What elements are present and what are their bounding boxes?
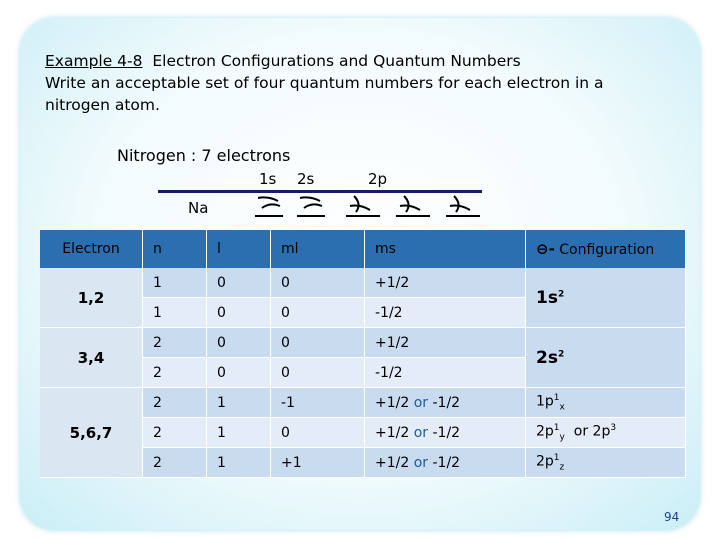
table-header-row — [40, 230, 686, 268]
example-heading: Electron Configurations and Quantum Numbers — [152, 52, 521, 70]
cell-ml: 0 — [271, 268, 365, 298]
orbital-2s-paired-icon — [297, 197, 325, 216]
cell-l: 0 — [207, 268, 271, 298]
example-question-line-1: Write an acceptable set of four quantum numbers for each electron in a — [45, 74, 604, 92]
configuration-2pz — [526, 448, 686, 478]
electron-group: 1,2 — [40, 268, 143, 328]
cell-n: 2 — [143, 358, 207, 388]
config-sup: 1 — [553, 452, 560, 463]
config-sup-total: 3 — [610, 422, 617, 433]
cell-n: 2 — [143, 388, 207, 418]
cell-l: 1 — [207, 388, 271, 418]
ms-value: +1/2 — [375, 424, 410, 441]
cell-l: 1 — [207, 448, 271, 478]
orbital-2p-y-up-icon — [396, 196, 430, 216]
config-sub: y — [559, 432, 565, 443]
config-sup: 2 — [557, 288, 565, 299]
orbital-2p-z-up-icon — [446, 196, 480, 216]
cell-n: 2 — [143, 418, 207, 448]
config-base: 2p — [536, 453, 554, 470]
orbital-box-diagram — [250, 192, 490, 220]
header-ms: ms — [365, 230, 526, 268]
config-base: 1s — [536, 287, 558, 308]
electron-group: 3,4 — [40, 328, 143, 388]
atom-label: Na — [188, 199, 209, 217]
orbital-label-2s: 2s — [297, 170, 315, 188]
electron-group: 5,6,7 — [40, 388, 143, 478]
ms-value: +1/2 — [375, 454, 410, 471]
config-sup: 1 — [553, 392, 560, 403]
ms-value: +1/2 — [375, 394, 410, 411]
cell-ml: 0 — [271, 358, 365, 388]
cell-n: 2 — [143, 328, 207, 358]
config-sub: z — [559, 462, 565, 473]
cell-ms — [365, 418, 526, 448]
cell-ms: +1/2 — [365, 328, 526, 358]
configuration-1s — [526, 268, 686, 328]
table-row — [40, 328, 686, 358]
orbital-label-2p: 2p — [368, 170, 388, 188]
config-sub: x — [559, 402, 565, 413]
ms-or: or — [413, 424, 429, 441]
config-sup: 2 — [557, 348, 565, 359]
header-ml: ml — [271, 230, 365, 268]
orbital-1s-paired-icon — [255, 197, 283, 216]
page-number: 94 — [664, 510, 680, 524]
ms-or: or — [413, 394, 429, 411]
orbital-label-1s: 1s — [259, 170, 277, 188]
cell-ms: -1/2 — [365, 358, 526, 388]
orbital-2p-x-up-icon — [346, 196, 380, 216]
table-row — [40, 268, 686, 298]
config-sup: 1 — [553, 422, 560, 433]
example-number: Example 4-8 — [45, 52, 143, 70]
cell-ms: -1/2 — [365, 298, 526, 328]
cell-l: 0 — [207, 298, 271, 328]
cell-ml: -1 — [271, 388, 365, 418]
table-row — [40, 388, 686, 418]
configuration-2px — [526, 388, 686, 418]
cell-ms — [365, 448, 526, 478]
header-electron: Electron — [40, 230, 143, 268]
cell-ml: +1 — [271, 448, 365, 478]
header-configuration-label: Configuration — [559, 242, 655, 258]
cell-n: 1 — [143, 268, 207, 298]
header-l: l — [207, 230, 271, 268]
header-configuration: ⊖- Configuration — [526, 230, 686, 268]
configuration-2py — [526, 418, 686, 448]
cell-l: 0 — [207, 358, 271, 388]
quantum-number-table — [40, 230, 686, 478]
config-base: 2p — [536, 423, 554, 440]
cell-ml: 0 — [271, 328, 365, 358]
ms-value-alt: -1/2 — [432, 394, 461, 411]
example-title — [45, 50, 685, 116]
config-base: 1p — [536, 393, 554, 410]
ms-value-alt: -1/2 — [432, 424, 461, 441]
example-question-line-2: nitrogen atom. — [45, 96, 160, 114]
ms-or: or — [413, 454, 429, 471]
cell-ml: 0 — [271, 298, 365, 328]
cell-l: 0 — [207, 328, 271, 358]
config-base: 2s — [536, 347, 558, 368]
cell-n: 2 — [143, 448, 207, 478]
cell-ml: 0 — [271, 418, 365, 448]
ms-value-alt: -1/2 — [432, 454, 461, 471]
cell-ms: +1/2 — [365, 268, 526, 298]
configuration-2s — [526, 328, 686, 388]
cell-l: 1 — [207, 418, 271, 448]
cell-n: 1 — [143, 298, 207, 328]
header-n: n — [143, 230, 207, 268]
cell-ms — [365, 388, 526, 418]
config-or-total: or 2p — [573, 423, 611, 440]
nitrogen-electron-count: Nitrogen : 7 electrons — [117, 146, 291, 165]
